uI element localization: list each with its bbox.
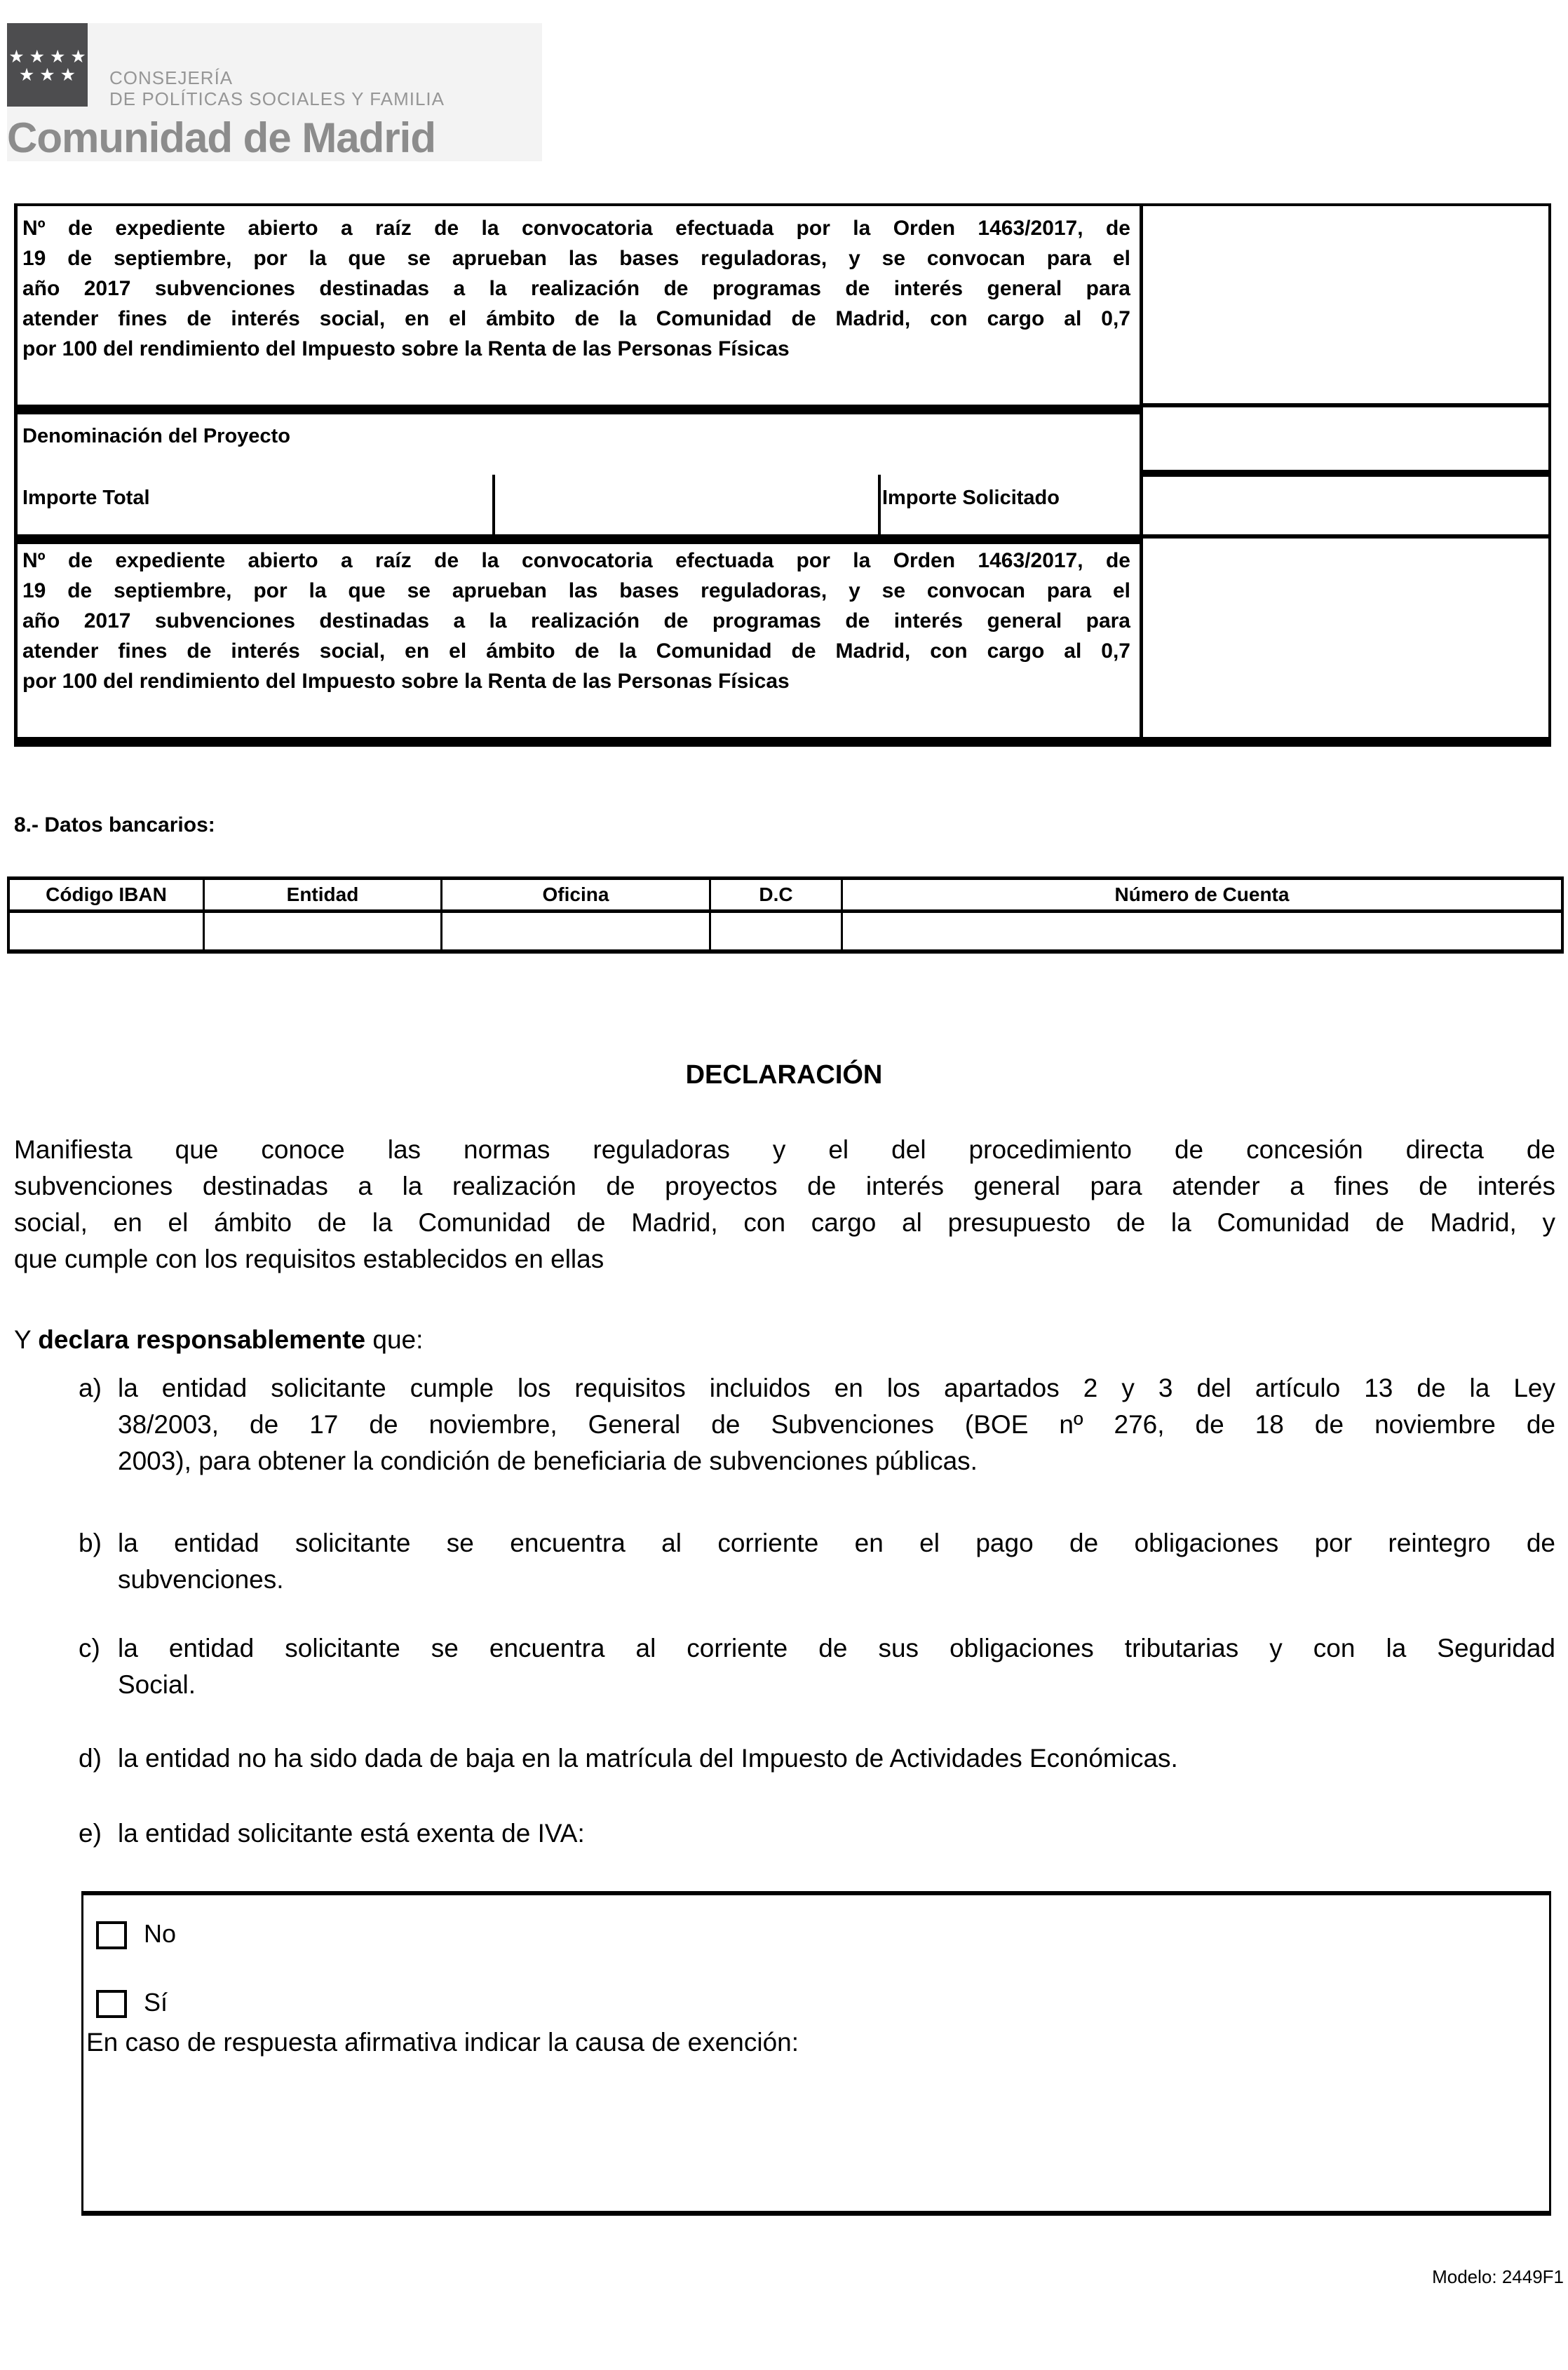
bank-header-numero-cuenta: Número de Cuenta (1114, 883, 1290, 905)
bank-cell-numero-cuenta[interactable] (843, 913, 1561, 949)
table1-bottom-bar (14, 737, 1551, 747)
expediente-text-2: Nº de expediente abierto a raíz de la convocatoria efectuada por la Orden 1463/2017, de 19 de septiembre, por la que se aprueban las bases reguladoras, y se convocan para el año 2017 subvenciones destinadas a la realización de programas de interés general para atender fines de interés social, en el ámbito de la Comunidad de Madrid, con cargo al 0,7 por 100 del rendimiento del Impuesto sobre la Renta de las Personas Físicas (22, 549, 1130, 693)
table1-right-divider-3 (1143, 534, 1548, 539)
declaration-item (79, 1740, 1555, 1777)
table1-border-left (14, 203, 18, 747)
table1-right-divider-2 (1143, 470, 1548, 477)
flag-stars-row1: ★ ★ ★ ★ (8, 47, 86, 67)
item-text: la entidad no ha sido dada de baja en la matrícula del Impuesto de Actividades Económicas. (118, 1744, 1178, 1773)
importe-divider-1 (492, 475, 495, 534)
item-marker: a) (79, 1374, 102, 1402)
importe-divider-2 (878, 475, 881, 534)
declaration-title: DECLARACIÓN (685, 1060, 883, 1090)
declaration-item (79, 1525, 1555, 1598)
bank-cell-entidad[interactable] (205, 913, 440, 949)
item-text: la entidad solicitante está exenta de IVA: (118, 1819, 585, 1848)
bank-cell-codigo-iban[interactable] (10, 913, 203, 949)
importe-total-field[interactable] (498, 475, 877, 534)
expediente-text-1: Nº de expediente abierto a raíz de la convocatoria efectuada por la Orden 1463/2017, de 19 de septiembre, por la que se aprueban las bases reguladoras, y se convocan para el año 2017 subvenciones destinadas a la realización de programas de interés general para atender fines de interés social, en el ámbito de la Comunidad de Madrid, con cargo al 0,7 por 100 del rendimiento del Impuesto sobre la Renta de las Personas Físicas (22, 217, 1130, 360)
iva-exemption-note: En caso de respuesta afirmativa indicar la causa de exención: (86, 2028, 799, 2057)
bank-header-oficina: Oficina (542, 883, 609, 905)
department-name-line1: CONSEJERÍA (109, 67, 234, 88)
flag-stars-row2: ★ ★ ★ (18, 65, 76, 85)
item-marker: d) (79, 1744, 102, 1773)
declaration-item (79, 1630, 1555, 1703)
iva-no-checkbox[interactable] (96, 1921, 127, 1949)
bank-header-dc: D.C (759, 883, 793, 905)
declaration-intro: Manifiesta que conoce las normas reguladoras y el del procedimiento de concesión directa de subvenciones destinadas a la realización de proyectos de interés general para atender a fines de interés social, en el ámbito de la Comunidad de Madrid, con cargo al presupuesto de la Comunidad de Madrid, y que cumple con los requisitos establecidos en ellas (14, 1135, 1555, 1273)
expediente-number-field-2[interactable] (1143, 540, 1548, 736)
table1-border-right (1548, 203, 1551, 747)
iva-si-checkbox[interactable] (96, 1990, 127, 2018)
declares-suffix: que: (365, 1325, 424, 1354)
declaration-item (79, 1370, 1555, 1479)
model-number: Modelo: 2449F1 (1432, 2266, 1564, 2287)
item-text: la entidad solicitante se encuentra al corriente de sus obligaciones tributarias y con la Seguridad Social. (118, 1634, 1555, 1699)
item-text: la entidad solicitante cumple los requisitos incluidos en los apartados 2 y 3 del artículo 13 de la Ley 38/2003, de 17 de noviembre, General de Subvenciones (BOE nº 276, de 18 de noviembre de 2003), para obtener la condición de beneficiaria de subvenciones públicas. (118, 1374, 1555, 1475)
item-marker: e) (79, 1819, 102, 1848)
bank-section-heading: 8.- Datos bancarios: (14, 813, 215, 837)
declaration-item (79, 1815, 1555, 1852)
table1-thick-bar-2 (14, 534, 1143, 544)
madrid-flag-icon (7, 23, 88, 107)
importe-total-label: Importe Total (22, 487, 150, 509)
item-text: la entidad solicitante se encuentra al corriente en el pago de obligaciones por reintegro de subvenciones. (118, 1529, 1555, 1594)
comunidad-de-madrid-logo-text: Comunidad de Madrid (7, 114, 435, 161)
item-marker: c) (79, 1634, 100, 1663)
bank-table-border-bottom (7, 949, 1564, 954)
bank-cell-oficina[interactable] (442, 913, 709, 949)
expediente-number-field-1[interactable] (1143, 206, 1548, 403)
declares-bold: declara responsablemente (38, 1325, 366, 1354)
bank-header-entidad: Entidad (286, 883, 359, 905)
bank-header-codigo-iban: Código IBAN (46, 883, 167, 905)
denominacion-label: Denominación del Proyecto (22, 425, 290, 447)
department-name-line2: DE POLÍTICAS SOCIALES Y FAMILIA (109, 88, 445, 109)
declares-responsibly-line (14, 1325, 423, 1355)
iva-no-label: No (144, 1919, 177, 1948)
bank-table-border-right (1561, 876, 1564, 954)
bank-cell-dc[interactable] (711, 913, 841, 949)
iva-si-label: Sí (144, 1988, 168, 2017)
table1-thick-bar-1 (14, 405, 1143, 414)
importe-solicitado-field[interactable] (1143, 480, 1548, 534)
item-marker: b) (79, 1529, 102, 1557)
denominacion-field[interactable] (1143, 407, 1548, 470)
declares-prefix: Y (14, 1325, 39, 1354)
exemption-reason-field[interactable] (86, 2068, 1538, 2202)
importe-solicitado-label: Importe Solicitado (882, 487, 1060, 509)
